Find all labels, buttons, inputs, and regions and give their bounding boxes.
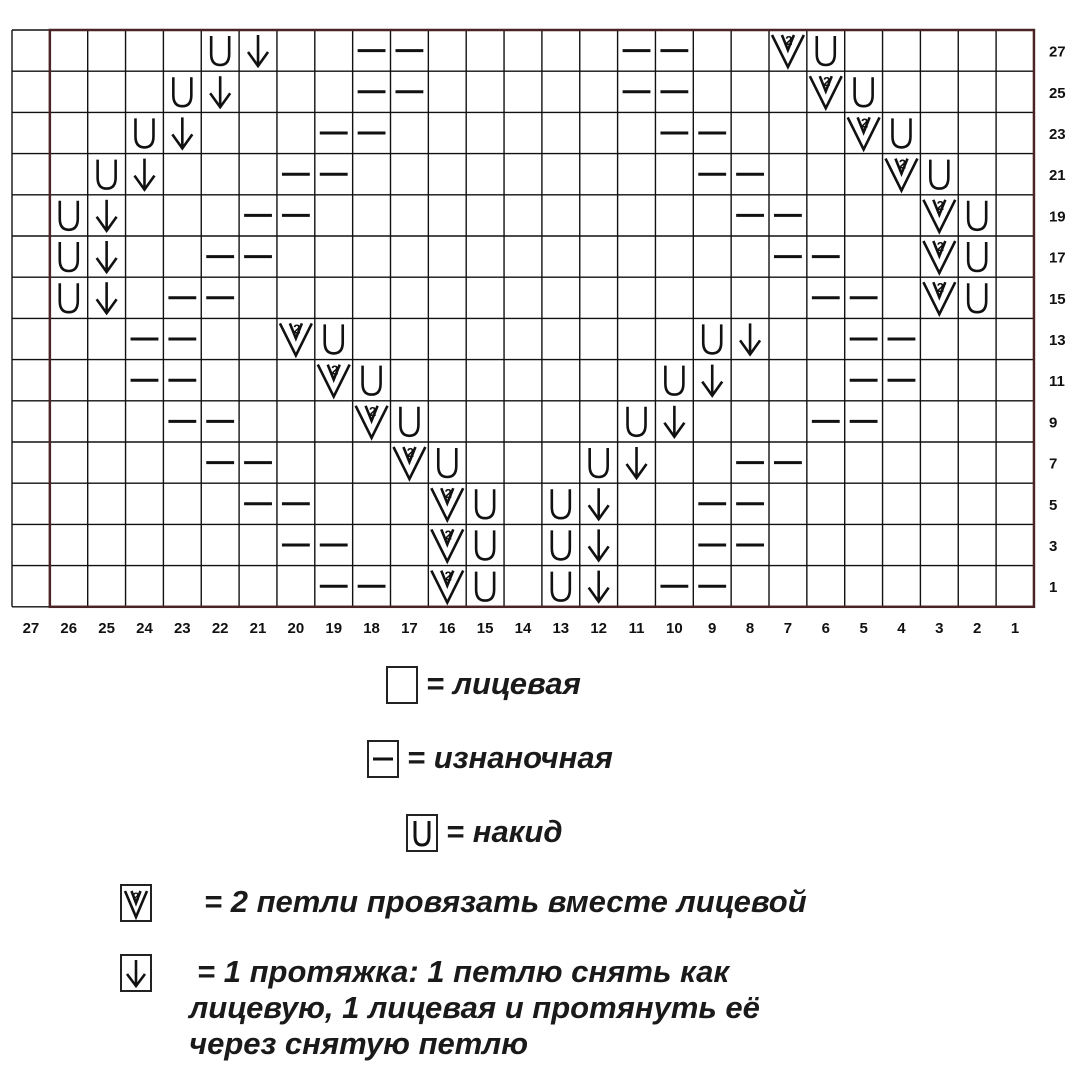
k2tog-symbol bbox=[923, 239, 955, 273]
row-number: 27 bbox=[1048, 43, 1066, 61]
column-number: 4 bbox=[897, 619, 906, 637]
yarn-over-symbol bbox=[476, 530, 494, 559]
svg-text:2: 2 bbox=[444, 486, 452, 502]
yarn-over-symbol bbox=[590, 448, 608, 477]
legend-slip bbox=[120, 954, 760, 1062]
column-numbers bbox=[23, 620, 1020, 637]
row-number: 1 bbox=[1048, 579, 1058, 597]
legend-slip-line-3: через снятую петлю bbox=[189, 1026, 529, 1061]
yarn-over-symbol bbox=[173, 77, 191, 106]
svg-text:2: 2 bbox=[444, 568, 452, 584]
chart-grid bbox=[12, 30, 1034, 607]
k2tog-symbol bbox=[318, 363, 350, 397]
row-number: 9 bbox=[1048, 414, 1058, 432]
column-number: 23 bbox=[173, 619, 191, 637]
yarn-over-symbol bbox=[135, 118, 153, 147]
slip-arrow-symbol bbox=[627, 447, 647, 478]
row-number: 15 bbox=[1048, 290, 1066, 308]
slip-arrow-symbol bbox=[702, 365, 722, 396]
v2-icon bbox=[120, 884, 152, 922]
yarn-over-symbol bbox=[438, 448, 456, 477]
yarn-over-symbol bbox=[552, 572, 570, 601]
slip-arrow-symbol bbox=[172, 117, 192, 148]
column-number: 10 bbox=[666, 619, 683, 637]
svg-text:2: 2 bbox=[293, 321, 301, 337]
svg-text:2: 2 bbox=[331, 362, 339, 378]
yarn-over-symbol bbox=[98, 160, 116, 189]
k2tog-symbol bbox=[280, 321, 312, 355]
k2tog-symbol bbox=[810, 74, 842, 108]
k2tog-symbol bbox=[886, 157, 918, 191]
column-number: 20 bbox=[287, 619, 305, 637]
legend-knit bbox=[386, 666, 581, 704]
yarn-over-symbol bbox=[363, 366, 381, 395]
legend-slip-line-1: = 1 протяжка: 1 петлю снять как bbox=[197, 954, 730, 989]
k2tog-symbol bbox=[356, 404, 388, 438]
column-number: 19 bbox=[325, 619, 343, 637]
column-number: 27 bbox=[22, 619, 40, 637]
svg-text:2: 2 bbox=[936, 239, 944, 254]
svg-text:2: 2 bbox=[785, 33, 793, 48]
column-number: 12 bbox=[590, 619, 608, 637]
column-number: 8 bbox=[745, 619, 755, 637]
k2tog-symbol bbox=[848, 115, 880, 149]
row-number: 11 bbox=[1048, 373, 1065, 391]
dash-icon bbox=[367, 740, 399, 778]
column-number: 17 bbox=[401, 619, 418, 637]
slip-arrow-symbol bbox=[664, 406, 684, 437]
legend-purl-label: = изнаночная bbox=[407, 740, 613, 775]
slip-arrow-symbol bbox=[97, 282, 117, 313]
svg-text:2: 2 bbox=[861, 115, 869, 131]
yarn-over-symbol bbox=[968, 283, 986, 312]
slip-arrow-symbol bbox=[589, 529, 609, 560]
yarn-over-symbol bbox=[817, 36, 835, 65]
yarn-over-symbol bbox=[60, 201, 78, 230]
row-number: 21 bbox=[1048, 167, 1066, 185]
legend-yarn-over-label: = накид bbox=[446, 814, 563, 849]
row-number: 5 bbox=[1048, 496, 1058, 514]
yarn-over-symbol bbox=[476, 572, 494, 601]
column-number: 11 bbox=[628, 619, 645, 637]
k2tog-symbol bbox=[923, 280, 955, 314]
column-number: 13 bbox=[552, 619, 570, 637]
slip-arrow-symbol bbox=[134, 159, 154, 190]
legend-k2tog bbox=[120, 884, 807, 922]
yarn-over-symbol bbox=[665, 366, 683, 395]
yarn-over-symbol bbox=[60, 283, 78, 312]
row-number: 23 bbox=[1048, 126, 1066, 143]
column-number: 25 bbox=[98, 619, 115, 637]
legend-slip-line-2: лицевую, 1 лицевая и протянуть её bbox=[189, 990, 760, 1025]
column-number: 7 bbox=[783, 619, 793, 637]
k2tog-symbol bbox=[394, 445, 426, 479]
yarn-over-symbol bbox=[552, 530, 570, 559]
yarn-over-symbol bbox=[968, 201, 986, 230]
slip-arrow-symbol bbox=[740, 323, 760, 354]
column-number: 2 bbox=[973, 619, 982, 637]
k2tog-symbol bbox=[431, 569, 463, 603]
svg-text:2: 2 bbox=[132, 891, 140, 903]
legend-slip-label bbox=[189, 954, 760, 1062]
yarn-over-symbol bbox=[968, 242, 986, 271]
slip-arrow-symbol bbox=[210, 76, 230, 107]
legend-knit-label: = лицевая bbox=[426, 666, 581, 701]
column-number: 14 bbox=[514, 619, 532, 637]
svg-text:2: 2 bbox=[936, 280, 944, 296]
column-number: 16 bbox=[438, 619, 456, 637]
yarn-over-symbol bbox=[855, 77, 873, 106]
legend-purl bbox=[367, 740, 613, 778]
column-number: 15 bbox=[476, 619, 494, 637]
k2tog-symbol bbox=[431, 527, 463, 561]
row-number: 19 bbox=[1048, 208, 1066, 226]
yarn-over-symbol bbox=[892, 118, 910, 147]
k2tog-symbol bbox=[923, 198, 955, 232]
yarn-over-symbol bbox=[476, 489, 494, 518]
svg-text:2: 2 bbox=[823, 74, 831, 90]
column-number: 21 bbox=[249, 619, 267, 637]
slip-arrow-symbol bbox=[97, 200, 117, 231]
yarn-over-symbol bbox=[400, 407, 418, 436]
row-numbers bbox=[1049, 44, 1066, 597]
column-number: 5 bbox=[859, 619, 868, 637]
legend-k2tog-label: = 2 петли провязать вместе лицевой bbox=[204, 884, 807, 919]
k2tog-symbol bbox=[431, 486, 463, 520]
row-number: 13 bbox=[1048, 332, 1066, 349]
slip-arrow-symbol bbox=[589, 488, 609, 519]
column-number: 24 bbox=[136, 619, 153, 637]
column-number: 1 bbox=[1010, 619, 1020, 637]
row-number: 17 bbox=[1048, 249, 1066, 267]
arrow-down-icon bbox=[120, 954, 152, 992]
column-number: 6 bbox=[821, 619, 830, 637]
yarn-over-symbol bbox=[930, 160, 948, 189]
yarn-over-symbol bbox=[628, 407, 646, 436]
svg-text:2: 2 bbox=[898, 156, 907, 172]
k2tog-symbol bbox=[772, 33, 804, 67]
column-number: 26 bbox=[60, 619, 78, 637]
row-number: 7 bbox=[1048, 455, 1058, 473]
column-number: 9 bbox=[708, 619, 717, 637]
yarn-over-symbol bbox=[211, 36, 229, 65]
slip-arrow-symbol bbox=[248, 35, 268, 66]
column-number: 22 bbox=[211, 619, 229, 637]
yarn-over-symbol bbox=[703, 324, 721, 353]
row-number: 25 bbox=[1048, 84, 1066, 102]
svg-text:2: 2 bbox=[936, 197, 944, 213]
slip-arrow-symbol bbox=[97, 241, 117, 272]
slip-arrow-symbol bbox=[589, 571, 609, 602]
yarn-over-symbol bbox=[325, 324, 343, 353]
row-number: 3 bbox=[1048, 538, 1058, 555]
column-number: 18 bbox=[363, 619, 380, 637]
column-number: 3 bbox=[935, 619, 944, 637]
svg-text:2: 2 bbox=[368, 403, 377, 419]
yarn-over-symbol bbox=[60, 242, 78, 271]
legend-yarn-over bbox=[406, 814, 563, 852]
yarn-over-symbol bbox=[552, 489, 570, 518]
u-icon bbox=[406, 814, 438, 852]
svg-text:2: 2 bbox=[444, 527, 452, 543]
empty-square-icon bbox=[386, 666, 418, 704]
svg-text:2: 2 bbox=[406, 445, 415, 460]
